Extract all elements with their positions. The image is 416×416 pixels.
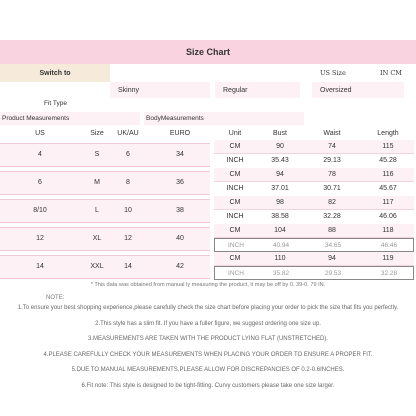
note-line: 5.DUE TO MANUAL MEASUREMENTS,PLEASE ALLOW FOR DISCREPANCIES OF 0.2-0.6INCHES. — [71, 367, 345, 373]
col-euro: EURO — [169, 129, 191, 137]
col-unit: Unit — [228, 129, 242, 137]
product-measurements-header[interactable]: Product Measurements — [0, 112, 140, 125]
measurement-cell: CM — [229, 171, 241, 178]
measurement-cell: 104 — [274, 227, 286, 234]
size-cell-us: 4 — [38, 150, 42, 158]
size-cell-uk: 14 — [124, 262, 132, 270]
size-cell-us: 6 — [38, 178, 42, 186]
measurement-cell: 119 — [382, 255, 394, 262]
note-line: 1.To ensure your best shopping experience,please carefully check the size chart before placing your order to pick the size that fits you perfectly. — [17, 305, 399, 311]
note-line: 2.This style has a slim fit. If you have a fuller figure, we suggest ordering one size up. — [95, 320, 321, 327]
measurement-cell: 46.06 — [379, 213, 397, 220]
measurement-cell: 78 — [328, 171, 336, 178]
fit-option-regular[interactable]: Regular — [215, 82, 300, 98]
note-line: 6.Fit note: This style is designed to be tight-fitting. Curvy customers please take one size larger. — [81, 382, 335, 389]
note-line: 3.MEASUREMENTS ARE TAKEN WITH THE PRODUCT LYING FLAT (UNSTRETCHED). — [88, 336, 328, 342]
measurement-row-inch — [214, 154, 414, 168]
size-cell-size: XXL — [90, 262, 104, 270]
size-row-group — [0, 140, 416, 168]
measurement-cell: 29.13 — [323, 157, 341, 164]
note-line: 4.PLEASE CAREFULLY CHECK YOUR MEASUREMENTS WHEN PLACING YOUR ORDER TO ENSURE A PROPER FIT. — [43, 351, 373, 358]
measurement-cell: 37.01 — [271, 185, 289, 192]
col-ukau: UK/AU — [117, 129, 139, 137]
fit-type-label: Fit Type — [44, 100, 68, 107]
size-row-group — [0, 252, 416, 280]
measurement-row-cm — [214, 196, 414, 210]
measurement-row-cm — [214, 252, 414, 266]
size-cell-euro: 38 — [176, 206, 184, 214]
measurement-cell: 35.82 — [272, 270, 290, 277]
page-title: Size Chart — [185, 47, 230, 57]
size-cell-uk: 10 — [124, 206, 132, 214]
size-cell-euro: 34 — [176, 150, 184, 158]
measurement-cell: 98 — [276, 199, 284, 206]
col-us: US — [35, 129, 45, 137]
size-row-group — [0, 168, 416, 196]
measurement-cell: INCH — [228, 270, 244, 277]
measurement-cell: 32.28 — [323, 213, 341, 220]
measurement-row-inch — [214, 266, 414, 280]
measurement-cell: 110 — [274, 255, 286, 262]
measurement-row-inch — [214, 182, 414, 196]
measurement-cell: 45.67 — [379, 185, 397, 192]
col-length: Length — [377, 129, 399, 137]
size-cell-euro: 40 — [176, 234, 184, 242]
measurement-cell: CM — [229, 199, 241, 206]
measurement-cell: 115 — [382, 143, 394, 150]
measurement-cell: 29.53 — [324, 270, 342, 277]
measurement-cell: 118 — [382, 227, 394, 234]
measurement-cell: 82 — [328, 199, 336, 206]
body-measurements-header[interactable]: BodyMeasurements — [144, 112, 304, 125]
size-cell-us: 12 — [36, 234, 44, 242]
size-row-group — [0, 196, 416, 224]
us-size-toggle[interactable]: US Size — [320, 69, 346, 77]
size-cell-us: 14 — [36, 262, 44, 270]
measurement-cell: 117 — [382, 199, 394, 206]
size-cell-uk: 8 — [126, 178, 130, 186]
measurement-cell: 46.46 — [380, 242, 398, 249]
measurement-cell: 74 — [328, 143, 336, 150]
size-cell-uk: 12 — [124, 234, 132, 242]
size-row-group — [0, 224, 416, 252]
measurement-row-cm — [214, 140, 414, 154]
measurement-cell: INCH — [226, 185, 244, 192]
col-bust: Bust — [272, 129, 287, 137]
measurement-row-inch — [214, 210, 414, 224]
measurement-row-cm — [214, 168, 414, 182]
size-cell-size: XL — [92, 234, 102, 242]
note-heading: NOTE: — [46, 295, 65, 301]
measurement-cell: 45.28 — [379, 157, 397, 164]
measurement-cell: INCH — [226, 213, 244, 220]
measurement-cell: 32.28 — [380, 270, 398, 277]
measurement-cell: 94 — [276, 171, 284, 178]
disclaimer: * This data was obtained from manual ly measuring the product, it may be off by 0. 39-0. 79 IN. — [90, 282, 326, 288]
size-cell-euro: 36 — [176, 178, 184, 186]
measurement-cell: 40.94 — [272, 242, 290, 249]
measurement-cell: 30.71 — [323, 185, 341, 192]
switch-label: Switch to — [39, 69, 71, 77]
measurement-cell: 90 — [276, 143, 284, 150]
measurement-row-cm — [214, 224, 414, 238]
fit-option-oversized[interactable]: Oversized — [312, 82, 404, 98]
measurement-cell: CM — [229, 143, 241, 150]
measurement-cell: 38.58 — [271, 213, 289, 220]
measurement-cell: 34.65 — [324, 242, 342, 249]
col-size: Size — [90, 129, 104, 137]
size-cell-us: 8/10 — [33, 206, 47, 214]
switch-label-box — [0, 64, 110, 82]
size-cell-size: S — [94, 150, 100, 158]
size-cell-uk: 6 — [126, 150, 130, 158]
size-cell-size: L — [95, 206, 99, 214]
measurement-cell: CM — [229, 255, 241, 262]
measurement-row-inch — [214, 238, 414, 252]
size-cell-euro: 42 — [176, 262, 184, 270]
measurement-cell: 35.43 — [271, 157, 289, 164]
size-table — [0, 140, 416, 280]
measurement-cell: INCH — [228, 242, 244, 249]
measurement-cell: 94 — [328, 255, 336, 262]
column-header-row — [0, 126, 416, 140]
title-bar — [0, 40, 416, 64]
size-cell-size: M — [94, 178, 100, 186]
notes-list — [0, 305, 416, 405]
col-waist: Waist — [323, 129, 341, 137]
measurement-cell: CM — [229, 227, 241, 234]
measurement-cell: 116 — [382, 171, 394, 178]
in-cm-toggle[interactable]: IN CM — [380, 69, 402, 77]
measurement-cell: 88 — [328, 227, 336, 234]
fit-option-skinny[interactable]: Skinny — [110, 82, 210, 98]
measurement-cell: INCH — [226, 157, 244, 164]
